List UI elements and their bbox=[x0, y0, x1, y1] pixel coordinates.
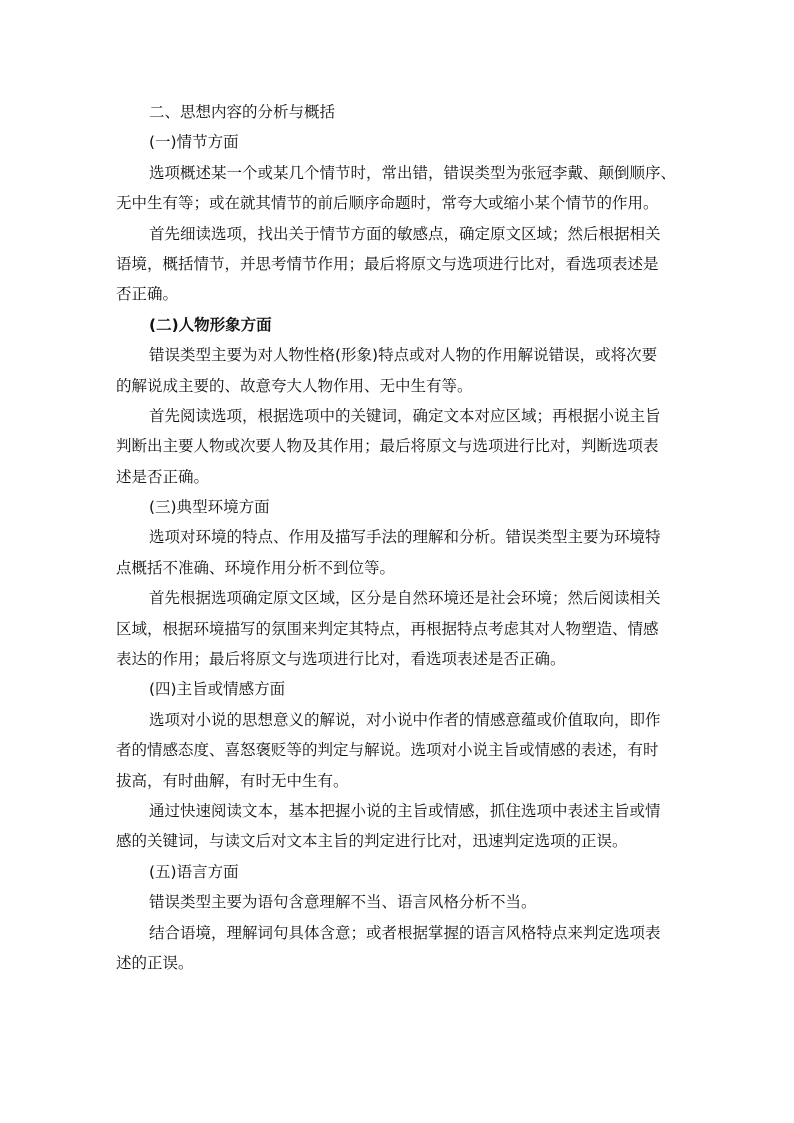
paragraph bbox=[116, 401, 682, 492]
paragraph-line: 首先阅读选项，根据选项中的关键词，确定文本对应区域；再根据小说主旨 bbox=[149, 406, 661, 425]
paragraph bbox=[116, 522, 682, 583]
paragraph-line: 选项对环境的特点、作用及描写手法的理解和分析。错误类型主要为环境特 bbox=[149, 528, 661, 547]
paragraph-line: 否正确。 bbox=[116, 285, 179, 304]
paragraph-line: 通过快速阅读文本，基本把握小说的主旨或情感，抓住选项中表述主旨或情 bbox=[149, 801, 661, 820]
subsection-heading: (五)语言方面 bbox=[149, 862, 239, 881]
paragraph-line: 述是否正确。 bbox=[116, 467, 210, 486]
paragraph bbox=[116, 796, 682, 857]
paragraph-line: 选项对小说的思想意义的解说，对小说中作者的情感意蕴或价值取向，即作 bbox=[149, 710, 661, 729]
paragraph bbox=[116, 158, 682, 219]
section-heading: 二、思想内容的分析与概括 bbox=[149, 103, 336, 121]
paragraph-line: 错误类型主要为对人物性格(形象)特点或对人物的作用解说错误，或将次要 bbox=[149, 346, 658, 365]
paragraph bbox=[116, 340, 682, 401]
paragraph-line: 述的正误。 bbox=[116, 953, 194, 972]
paragraph bbox=[116, 918, 682, 979]
paragraph-line: 首先根据选项确定原文区域，区分是自然环境还是社会环境；然后阅读相关 bbox=[149, 589, 661, 608]
subsection-heading: (三)典型环境方面 bbox=[149, 498, 270, 517]
paragraph-line: 结合语境，理解词句具体含意；或者根据掌握的语言风格特点来判定选项表 bbox=[149, 923, 661, 942]
paragraph-line: 表达的作用；最后将原文与选项进行比对，看选项表述是否正确。 bbox=[116, 650, 566, 669]
paragraph bbox=[116, 583, 682, 674]
paragraph-line: 者的情感态度、喜怒褒贬等的判定与解说。选项对小说主旨或情感的表述，有时 bbox=[116, 741, 659, 760]
paragraph-line: 判断出主要人物或次要人物及其作用；最后将原文与选项进行比对，判断选项表 bbox=[116, 437, 659, 456]
paragraph-line: 点概括不准确、环境作用分析不到位等。 bbox=[116, 558, 396, 577]
subsection-heading: (一)情节方面 bbox=[149, 133, 239, 152]
paragraph-line: 感的关键词，与读文后对文本主旨的判定进行比对，迅速判定选项的正误。 bbox=[116, 832, 628, 851]
paragraph-line: 的解说成主要的、故意夸大人物作用、无中生有等。 bbox=[116, 376, 473, 395]
paragraph bbox=[116, 887, 682, 917]
paragraph-line: 选项概述某一个或某几个情节时，常出错，错误类型为张冠李戴、颠倒顺序、 bbox=[149, 163, 677, 182]
paragraph bbox=[116, 219, 682, 310]
document-page bbox=[116, 97, 682, 978]
paragraph-line: 区域，根据环境描写的氛围来判定其特点，再根据特点考虑其对人物塑造、情感 bbox=[116, 619, 659, 638]
paragraph-line: 无中生有等；或在就其情节的前后顺序命题时，常夸大或缩小某个情节的作用。 bbox=[116, 194, 659, 213]
subsection-heading: (四)主旨或情感方面 bbox=[149, 680, 286, 699]
paragraph bbox=[116, 705, 682, 796]
subsection-heading: (二)人物形象方面 bbox=[149, 315, 272, 334]
paragraph-line: 语境，概括情节，并思考情节作用；最后将原文与选项进行比对，看选项表述是 bbox=[116, 254, 659, 273]
paragraph-line: 首先细读选项，找出关于情节方面的敏感点，确定原文区域；然后根据相关 bbox=[149, 224, 661, 243]
paragraph-line: 拔高，有时曲解，有时无中生有。 bbox=[116, 771, 349, 790]
paragraph-line: 错误类型主要为语句含意理解不当、语言风格分析不当。 bbox=[149, 893, 537, 912]
